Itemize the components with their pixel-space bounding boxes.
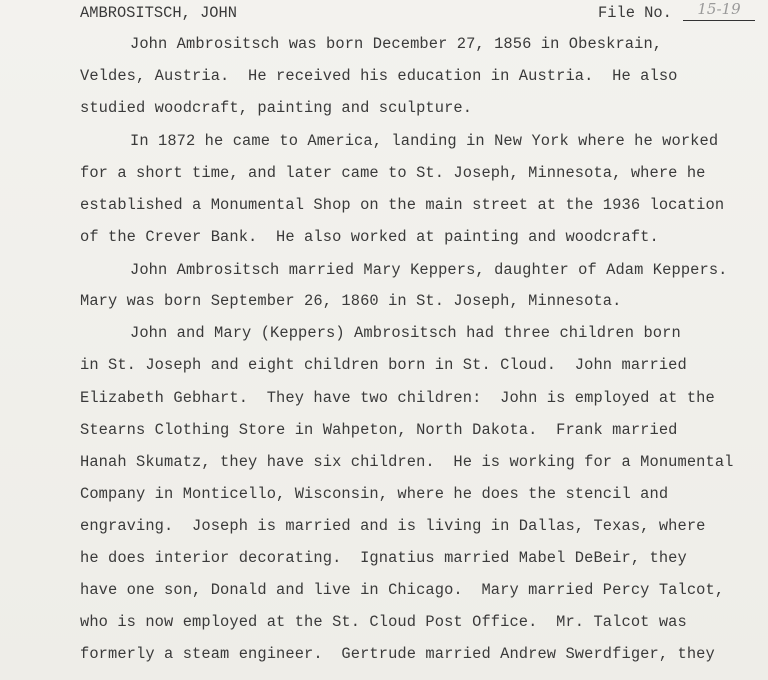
text-line: Elizabeth Gebhart. They have two children: John is employed at the — [80, 389, 715, 407]
text-line: established a Monumental Shop on the main street at the 1936 location — [80, 196, 725, 214]
text-line: formerly a steam engineer. Gertrude married Andrew Swerdfiger, they — [80, 645, 715, 663]
text-line: in St. Joseph and eight children born in St. Cloud. John married — [80, 356, 687, 374]
text-line: John and Mary (Keppers) Ambrositsch had three children born — [130, 324, 681, 342]
text-line: Veldes, Austria. He received his education in Austria. He also — [80, 67, 678, 85]
subject-name-heading: AMBROSITSCH, JOHN — [80, 4, 238, 22]
text-line: have one son, Donald and live in Chicago. Mary married Percy Talcot, — [80, 581, 725, 599]
text-line: of the Crever Bank. He also worked at painting and woodcraft. — [80, 228, 659, 246]
text-line: John Ambrositsch married Mary Keppers, daughter of Adam Keppers. — [130, 261, 728, 279]
text-line: he does interior decorating. Ignatius married Mabel DeBeir, they — [80, 549, 687, 567]
text-line: Stearns Clothing Store in Wahpeton, North Dakota. Frank married — [80, 421, 678, 439]
text-line: who is now employed at the St. Cloud Post Office. Mr. Talcot was — [80, 613, 687, 631]
text-line: studied woodcraft, painting and sculpture. — [80, 99, 473, 117]
text-line: John Ambrositsch was born December 27, 1856 in Obeskrain, — [130, 35, 663, 53]
text-line: In 1872 he came to America, landing in New York where he worked — [130, 132, 719, 150]
text-line: Company in Monticello, Wisconsin, where he does the stencil and — [80, 485, 669, 503]
file-number-handwritten: 15-19 — [683, 0, 755, 21]
text-line: engraving. Joseph is married and is living in Dallas, Texas, where — [80, 517, 706, 535]
text-line: for a short time, and later came to St. Joseph, Minnesota, where he — [80, 164, 706, 182]
text-line: Mary was born September 26, 1860 in St. Joseph, Minnesota. — [80, 292, 622, 310]
text-line: Hanah Skumatz, they have six children. He is working for a Monumental — [80, 453, 734, 471]
file-number-label: File No. — [598, 4, 672, 22]
